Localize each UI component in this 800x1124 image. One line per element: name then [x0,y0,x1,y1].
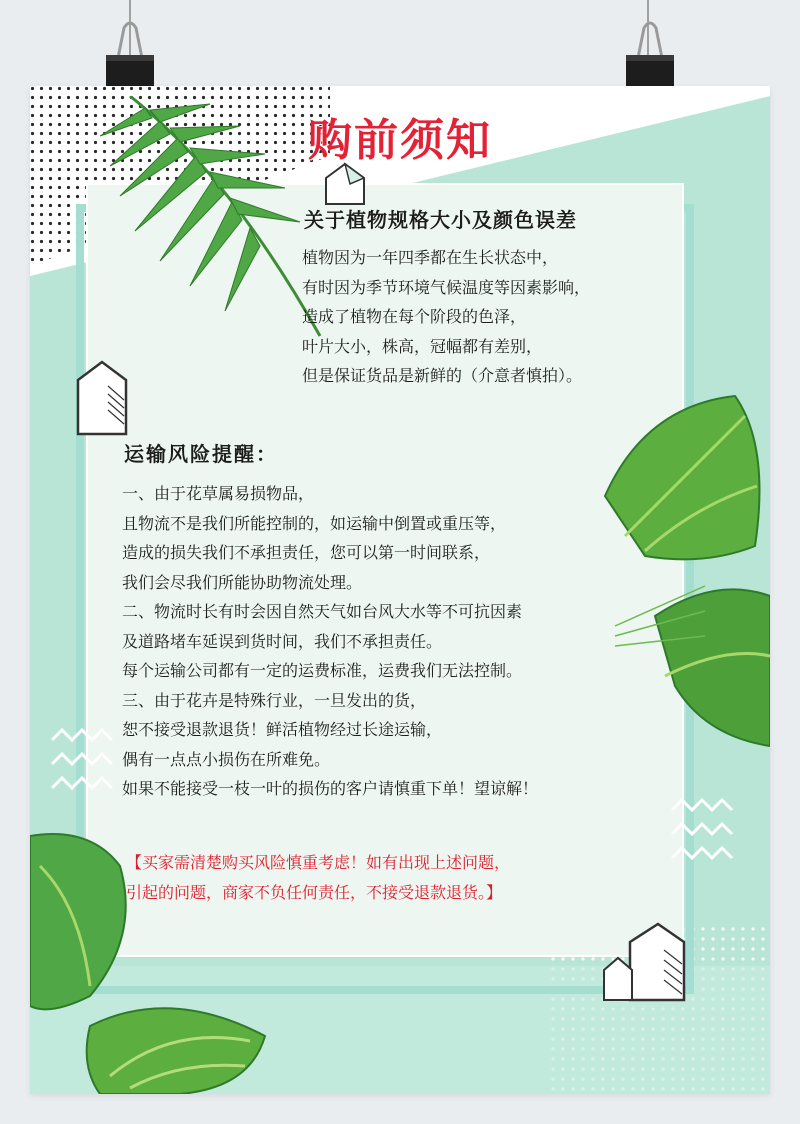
prism-icon [600,920,690,1008]
binder-clip-icon [100,0,160,100]
paragraph-line: 偶有一点点小损伤在所难免。 [122,749,331,769]
paragraph-line: 我们会尽我们所能协助物流处理。 [122,572,363,592]
paragraph-line: 及道路堵车延误到货时间，我们不承担责任。 [122,631,443,651]
paragraph-line: 恕不接受退款退货！鲜活植物经过长途运输， [122,720,443,739]
paragraph-line: 植物因为一年四季都在生长状态中， [302,248,559,267]
paragraph-line: 二、物流时长有时会因自然天气如台风大水等不可抗因素 [122,602,523,621]
paragraph-line: 造成了植物在每个阶段的色泽， [302,307,527,326]
warning-line: 【买家需清楚购买风险慎重考虑！如有出现上述问题， [126,853,511,872]
binder-clip-icon [620,0,680,100]
paragraph-line: 如果不能接受一枝一叶的损伤的客户请慎重下单！望谅解！ [122,779,539,798]
warning-line: 引起的问题，商家不负任何责任，不接受退款退货。】 [126,883,503,902]
section-spec [302,204,722,391]
paragraph-line: 叶片大小，株高，冠幅都有差别， [302,336,543,356]
section-shipping [122,438,722,804]
zigzag-icon [50,726,120,806]
poster [30,86,770,1094]
section-heading: 运输风险提醒： [124,442,278,466]
paragraph-line: 有时因为季节环境气候温度等因素影响， [302,277,591,297]
paragraph-line: 且物流不是我们所能控制的，如运输中倒置或重压等， [122,513,507,533]
paragraph-line: 造成的损失我们不承担责任，您可以第一时间联系， [122,543,491,562]
paragraph-line: 每个运输公司都有一定的运费标准，运费我们无法控制。 [122,661,523,680]
warning-notice [126,848,726,908]
paragraph-line: 但是保证货品是新鲜的（介意者慎拍）。 [302,366,583,385]
section-heading: 关于植物规格大小及颜色误差 [304,208,577,232]
paragraph-line: 一、由于花草属易损物品， [122,484,315,503]
prism-icon [72,356,130,438]
paragraph-line: 三、由于花卉是特殊行业，一旦发出的货， [122,690,427,710]
poster-title: 购前须知 [308,115,492,166]
